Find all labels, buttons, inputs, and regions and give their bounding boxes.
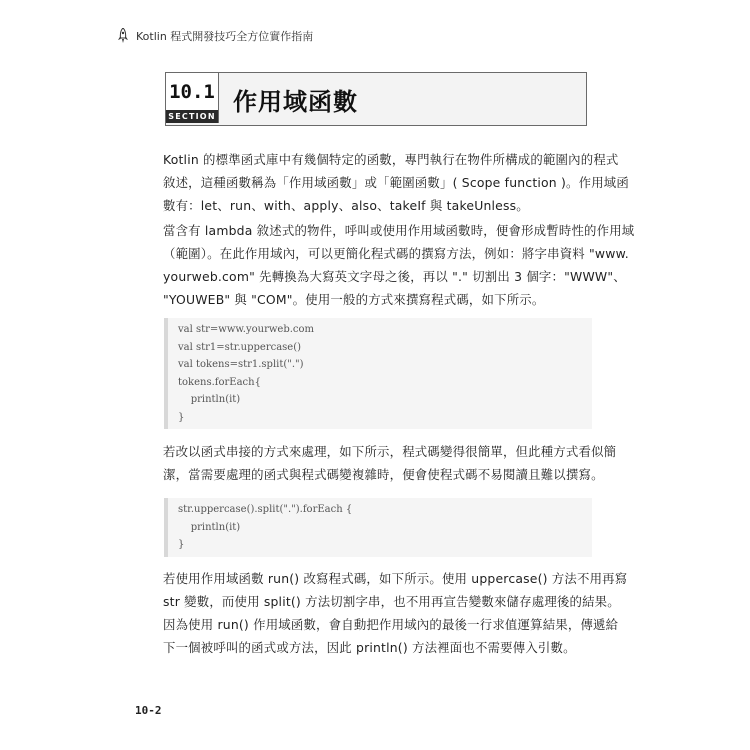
text-line: Kotlin 的標準函式庫中有幾個特定的函數，專門執行在物件所構成的範圍內的程式 xyxy=(163,152,619,167)
section-badge xyxy=(166,73,219,123)
text-line: "YOUWEB" 與 "COM"。使用一般的方式來撰寫程式碼，如下所示。 xyxy=(163,292,545,307)
text-line: yourweb.com" 先轉換為大寫英文字母之後，再以 "." 切割出 3 個字："WWW"、 xyxy=(163,269,626,284)
code-line: val str=www.yourweb.com xyxy=(178,324,315,335)
paragraph-example xyxy=(163,219,635,311)
text-line: 敘述，這種函數稱為「作用域函數」或「範圍函數」( Scope function )。作用域函 xyxy=(163,175,629,190)
page-number: 10-2 xyxy=(135,704,162,717)
text-line: 若改以函式串接的方式來處理，如下所示，程式碼變得很簡單，但此種方式看似簡 xyxy=(163,444,617,459)
code-line: println(it) xyxy=(178,394,241,405)
text-line: str 變數，而使用 split() 方法切割字串，也不用再宣告變數來儲存處理後的結果。 xyxy=(163,594,620,609)
code-line: println(it) xyxy=(178,521,241,533)
code-line: val str1=str.uppercase() xyxy=(178,341,302,353)
code-line: val tokens=str1.split(".") xyxy=(178,359,304,370)
section-number: 10.1 xyxy=(169,80,215,103)
text-line: 因為使用 run() 作用域函數，會自動把作用域內的最後一行求值運算結果，傳遞給 xyxy=(163,617,619,632)
code-block-chained xyxy=(164,498,592,557)
text-line: 當含有 lambda 敘述式的物件，呼叫或使用作用域函數時，便會形成暫時性的作用域 xyxy=(163,223,635,238)
code-line: } xyxy=(178,539,185,550)
book-title: Kotlin 程式開發技巧全方位實作指南 xyxy=(136,30,314,43)
section-label: SECTION xyxy=(166,110,218,123)
section-title: 作用域函數 xyxy=(233,87,358,116)
paragraph-intro xyxy=(163,148,629,217)
text-line: 下一個被呼叫的函式或方法，因此 println() 方法裡面也不需要傳入引數。 xyxy=(163,640,576,655)
paragraph-chaining xyxy=(163,440,617,486)
text-line: 潔，當需要處理的函式與程式碼變複雜時，便會使程式碼不易閱讀且難以撰寫。 xyxy=(163,467,604,482)
code-line: } xyxy=(178,411,185,423)
running-header xyxy=(116,28,313,44)
code-block-standard xyxy=(164,318,592,429)
section-banner xyxy=(165,72,587,126)
text-line: （範圍）。在此作用域內，可以更簡化程式碼的撰寫方法，例如：將字串資料 "www. xyxy=(163,246,629,261)
code-line: str.uppercase().split(".").forEach { xyxy=(178,504,353,515)
paragraph-run-function xyxy=(163,567,628,659)
code-line: tokens.forEach{ xyxy=(178,376,261,388)
rocket-icon xyxy=(116,28,130,44)
text-line: 若使用作用域函數 run() 改寫程式碼，如下所示。使用 uppercase() 方法不用再寫 xyxy=(163,571,628,586)
text-line: 數有：let、run、with、apply、also、takeIf 與 takeUnless。 xyxy=(163,198,529,213)
